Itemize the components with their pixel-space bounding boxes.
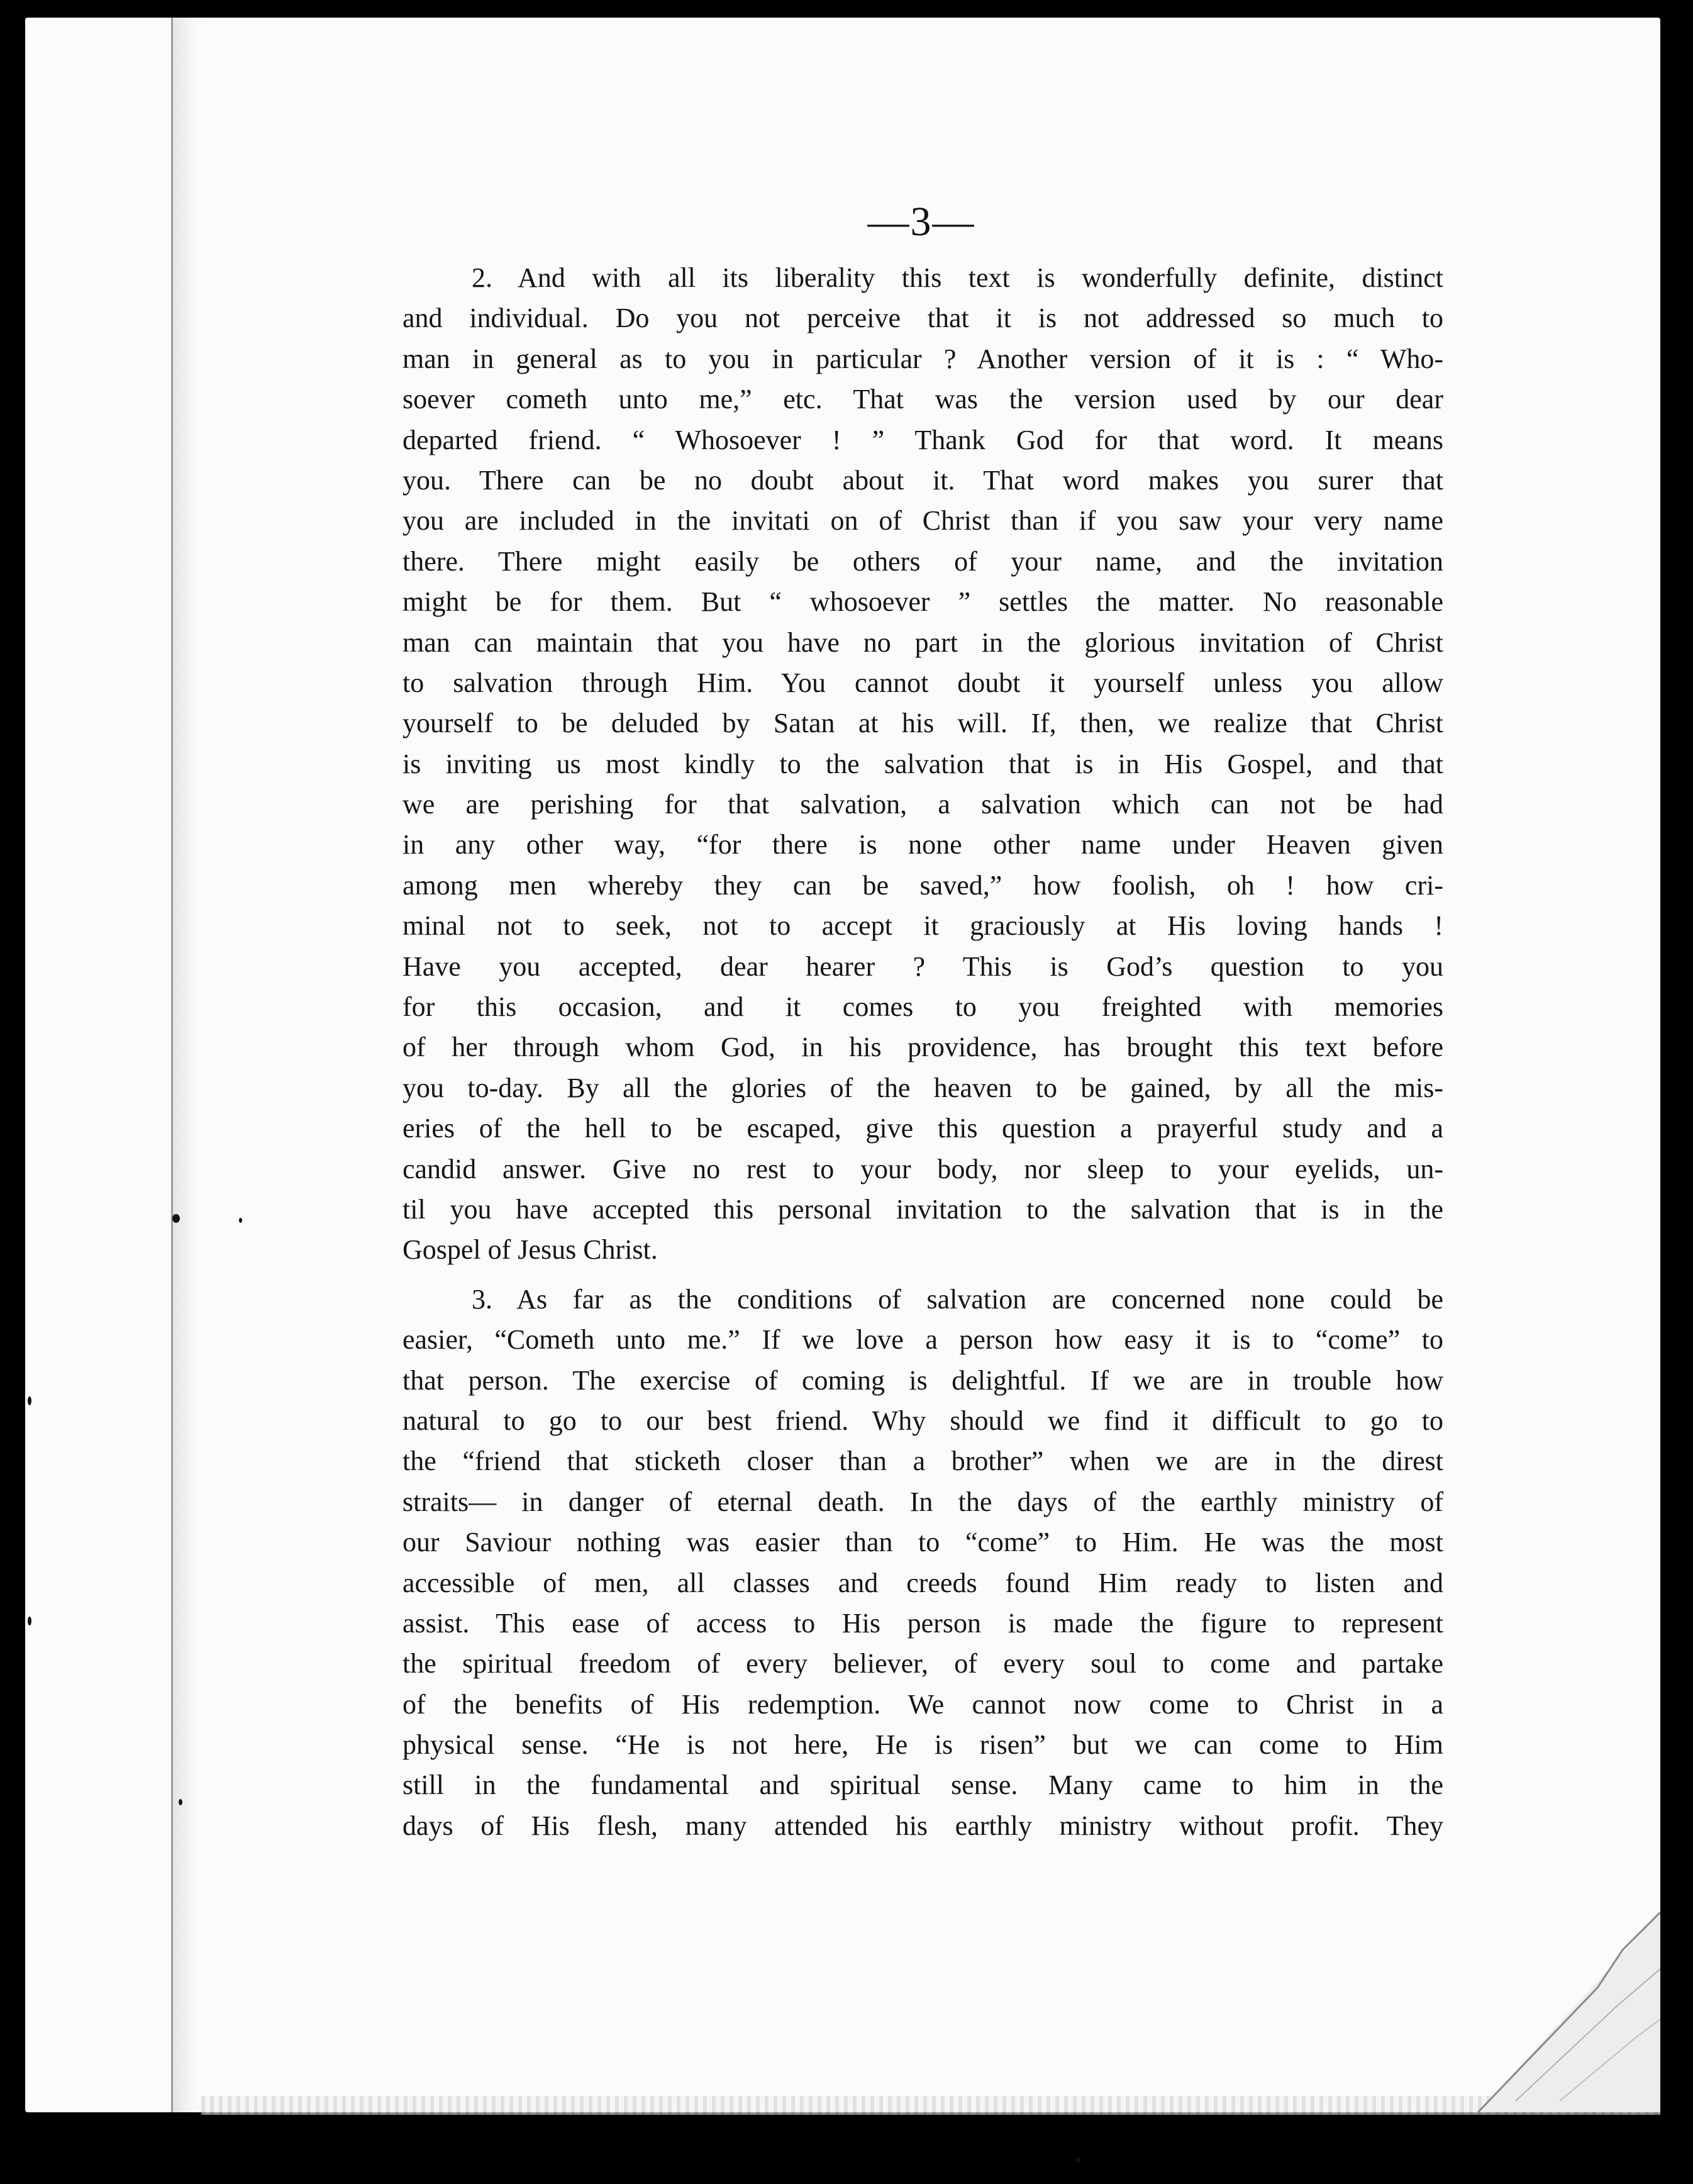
- text-line: our Saviour nothing was easier than to “come” to Him. He was the most: [402, 1527, 1443, 1558]
- folded-corner: [1409, 1912, 1660, 2112]
- ink-speck: [172, 1214, 180, 1223]
- ink-speck: [179, 1799, 182, 1805]
- text-line: physical sense. “He is not here, He is risen” but we can come to Him: [402, 1729, 1443, 1761]
- text-line: is inviting us most kindly to the salvation that is in His Gospel, and that: [402, 748, 1443, 779]
- text-line: yourself to be deluded by Satan at his will. If, then, we realize that Christ: [402, 708, 1443, 739]
- text-line: til you have accepted this personal invitation to the salvation that is in the: [402, 1193, 1443, 1225]
- text-line: Gospel of Jesus Christ.: [402, 1234, 658, 1266]
- previous-leaf-edge: [171, 18, 204, 2112]
- text-line: the spiritual freedom of every believer, of every soul to come and partake: [402, 1648, 1443, 1680]
- paragraph-gap: [402, 1271, 1443, 1279]
- text-line: assist. This ease of access to His person is made the figure to represent: [402, 1607, 1443, 1639]
- text-line: of the benefits of His redemption. We cannot now come to Christ in a: [402, 1688, 1443, 1720]
- text-line: minal not to seek, not to accept it graciously at His loving hands !: [402, 910, 1443, 942]
- text-line: of her through whom God, in his providence, has brought this text before: [402, 1032, 1443, 1063]
- text-line: for this occasion, and it comes to you freighted with memories: [402, 991, 1443, 1023]
- text-line: and individual. Do you not perceive that it is not addressed so much to: [402, 303, 1443, 334]
- text-line: straits— in danger of eternal death. In the days of the earthly ministry of: [402, 1486, 1443, 1517]
- text-line: we are perishing for that salvation, a salvation which can not be had: [402, 789, 1443, 820]
- text-line: soever cometh unto me,” etc. That was the version used by our dear: [402, 384, 1443, 415]
- text-line: that person. The exercise of coming is delightful. If we are in trouble how: [402, 1364, 1443, 1396]
- text-line: still in the fundamental and spiritual sense. Many came to him in the: [402, 1769, 1443, 1801]
- body-text: [402, 258, 1443, 1846]
- text-line: might be for them. But “ whosoever ” settles the matter. No reasonable: [402, 586, 1443, 618]
- text-line: accessible of men, all classes and creeds found Him ready to listen and: [402, 1567, 1443, 1598]
- text-line: days of His flesh, many attended his earthly ministry without profit. They: [402, 1810, 1443, 1841]
- text-line: candid answer. Give no rest to your body, nor sleep to your eyelids, un-: [402, 1153, 1443, 1184]
- text-line: 3. As far as the conditions of salvation are concerned none could be: [472, 1283, 1443, 1315]
- ink-speck: [28, 1396, 31, 1405]
- text-line: departed friend. “ Whosoever ! ” Thank God for that word. It means: [402, 424, 1443, 455]
- text-line: man in general as to you in particular ? Another version of it is : “ Who-: [402, 343, 1443, 374]
- ink-speck: [239, 1218, 242, 1223]
- ink-speck: [1075, 2158, 1080, 2163]
- text-line: to salvation through Him. You cannot doubt it yourself unless you allow: [402, 667, 1443, 698]
- text-line: among men whereby they can be saved,” how foolish, oh ! how cri-: [402, 869, 1443, 901]
- text-line: the “friend that sticketh closer than a brother” when we are in the direst: [402, 1446, 1443, 1477]
- paragraph-3: [402, 1279, 1443, 1846]
- text-line: man can maintain that you have no part in the glorious invitation of Christ: [402, 627, 1443, 658]
- text-line: Have you accepted, dear hearer ? This is God’s question to you: [402, 950, 1443, 982]
- text-line: natural to go to our best friend. Why should we find it difficult to go to: [402, 1405, 1443, 1436]
- text-line: in any other way, “for there is none other name under Heaven given: [402, 829, 1443, 861]
- text-line: there. There might easily be others of your name, and the invitation: [402, 545, 1443, 577]
- page-number: —3—: [867, 199, 975, 245]
- ink-speck: [28, 1617, 31, 1625]
- text-line: you. There can be no doubt about it. That word makes you surer that: [402, 464, 1443, 496]
- text-line: eries of the hell to be escaped, give this question a prayerful study and a: [402, 1113, 1443, 1144]
- text-line: easier, “Cometh unto me.” If we love a person how easy it is to “come” to: [402, 1324, 1443, 1356]
- paragraph-2: [402, 258, 1443, 1271]
- text-line: 2. And with all its liberality this text is wonderfully definite, distinct: [472, 262, 1443, 293]
- text-line: you to-day. By all the glories of the heaven to be gained, by all the mis-: [402, 1072, 1443, 1103]
- text-line: you are included in the invitati on of Christ than if you saw your very name: [402, 505, 1443, 537]
